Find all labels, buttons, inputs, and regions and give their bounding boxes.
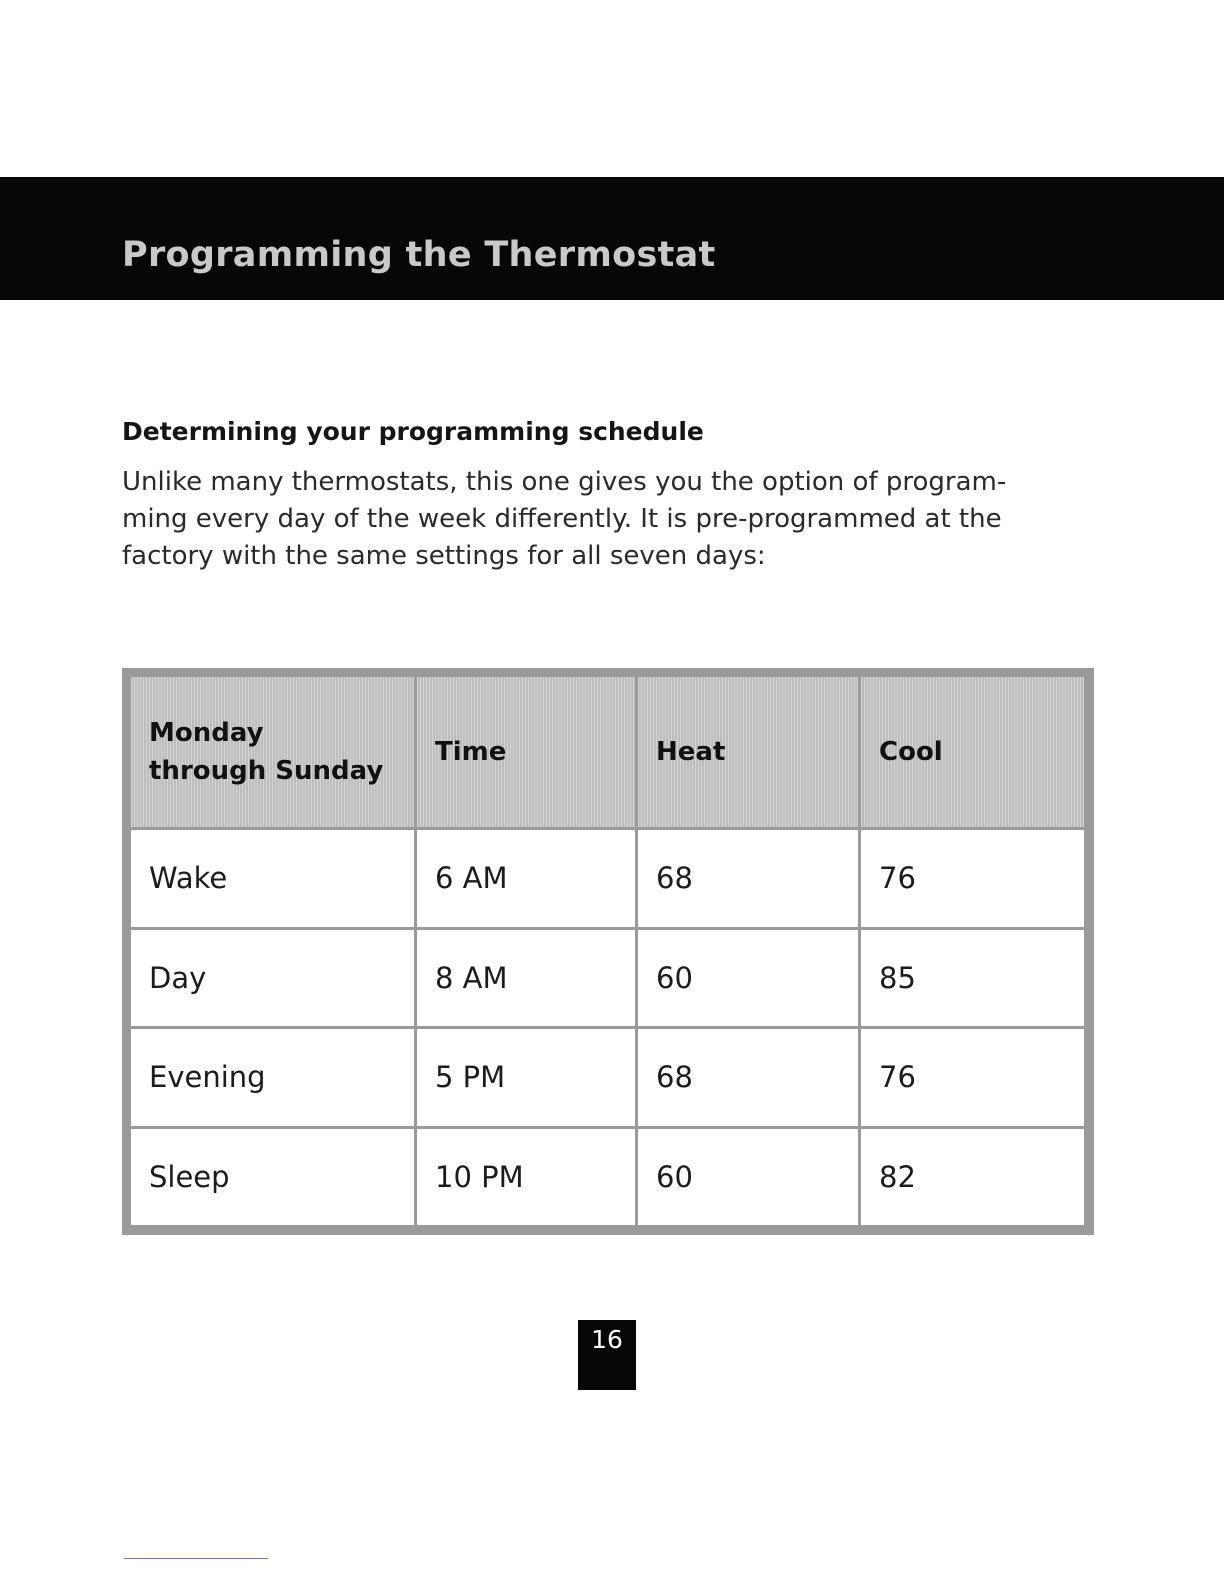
header-period-line1: Monday — [149, 718, 264, 748]
section-heading: Determining your programming schedule — [122, 417, 704, 446]
cell-cool: 82 — [861, 1129, 1084, 1226]
cell-time: 8 AM — [417, 930, 635, 1027]
table-header-row — [131, 677, 1084, 827]
header-heat: Heat — [638, 677, 858, 827]
header-time: Time — [417, 677, 635, 827]
intro-paragraph — [122, 464, 1072, 575]
cell-time: 6 AM — [417, 830, 635, 927]
cell-cool: 76 — [861, 1029, 1084, 1126]
header-period-line2: through Sunday — [149, 756, 384, 786]
schedule-table — [122, 668, 1094, 1235]
table-row — [131, 1029, 1084, 1126]
cell-time: 10 PM — [417, 1129, 635, 1226]
cell-heat: 60 — [638, 1129, 858, 1226]
cell-heat: 68 — [638, 830, 858, 927]
page-title: Programming the Thermostat — [122, 235, 716, 275]
header-cool: Cool — [861, 677, 1084, 827]
intro-line: Unlike many thermostats, this one gives you the option of program- — [122, 467, 1007, 497]
page-number: 16 — [578, 1320, 636, 1390]
table-row — [131, 930, 1084, 1027]
cell-period: Day — [131, 930, 414, 1027]
cell-period: Wake — [131, 830, 414, 927]
cell-period: Evening — [131, 1029, 414, 1126]
cell-time: 5 PM — [417, 1029, 635, 1126]
schedule-grid — [128, 674, 1087, 1228]
cell-period: Sleep — [131, 1129, 414, 1226]
intro-line: factory with the same settings for all seven days: — [122, 541, 766, 571]
footer-rule — [124, 1558, 268, 1559]
cell-cool: 85 — [861, 930, 1084, 1027]
header-period — [131, 677, 414, 827]
cell-heat: 68 — [638, 1029, 858, 1126]
cell-heat: 60 — [638, 930, 858, 1027]
table-row — [131, 830, 1084, 927]
cell-cool: 76 — [861, 830, 1084, 927]
intro-line: ming every day of the week differently. It is pre-programmed at the — [122, 504, 1002, 534]
table-row — [131, 1129, 1084, 1226]
